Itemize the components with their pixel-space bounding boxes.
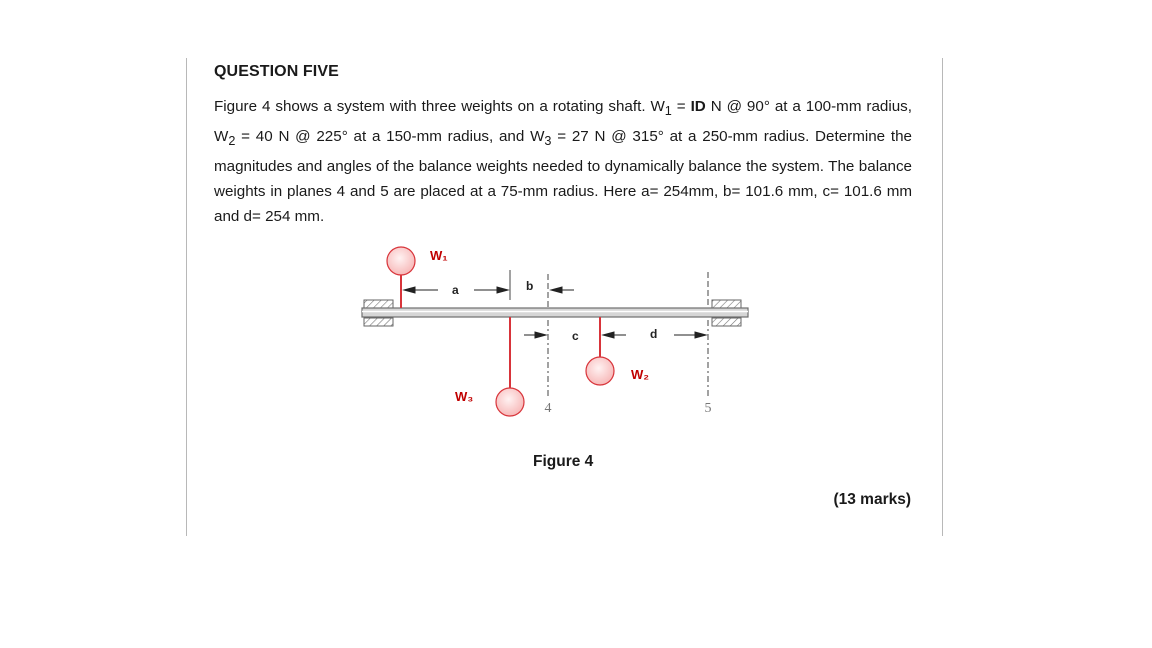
label-w2: W₂: [631, 367, 650, 382]
label-a: a: [452, 283, 459, 297]
id-placeholder: ID: [690, 98, 706, 115]
label-b: b: [526, 279, 534, 293]
shaft-diagram: [358, 238, 752, 422]
marks-label: (13 marks): [833, 491, 911, 508]
question-block: [214, 60, 912, 229]
weight-w3: [496, 317, 524, 416]
question-text: [214, 94, 912, 229]
subscript: 1: [664, 104, 672, 119]
page-margin-right-rule: [942, 58, 943, 536]
question-title: QUESTION FIVE: [214, 63, 339, 80]
subscript: 2: [228, 134, 236, 149]
figure-caption: Figure 4: [533, 453, 594, 470]
weight-w2: [586, 317, 614, 385]
label-plane-4: 4: [544, 401, 552, 416]
subscript: 3: [544, 134, 552, 149]
question-text-part: Figure 4 shows a system with three weights on a rotating shaft. W: [214, 98, 665, 115]
label-plane-5: 5: [704, 401, 712, 416]
label-d: d: [650, 327, 658, 341]
label-w1: W₁: [430, 248, 448, 263]
label-w3: W₃: [455, 389, 474, 404]
question-text-part: = 40 N @ 225° at a 150-mm radius, and W: [235, 128, 545, 146]
dimension-b: [551, 287, 574, 293]
question-text-part: =: [671, 98, 691, 115]
question-text-part: N @ 90° at a 100-mm radius, W: [214, 98, 912, 146]
dimension-d: [674, 332, 706, 338]
question-text-part: = 27 N @ 315° at a 250-mm radius. Determine the magnitudes and angles of the balance weights needed to dynamically balance the system. The balance weights in planes 4 and 5 are placed at a 75-mm radius. Here a= 254mm, b= 101.6 mm, c= 101.6 mm and d= 254 mm.: [214, 128, 912, 226]
rotating-shaft: [362, 308, 748, 317]
label-c: c: [572, 329, 579, 343]
weight-w1: [387, 247, 415, 308]
page-margin-left-rule: [186, 58, 187, 536]
